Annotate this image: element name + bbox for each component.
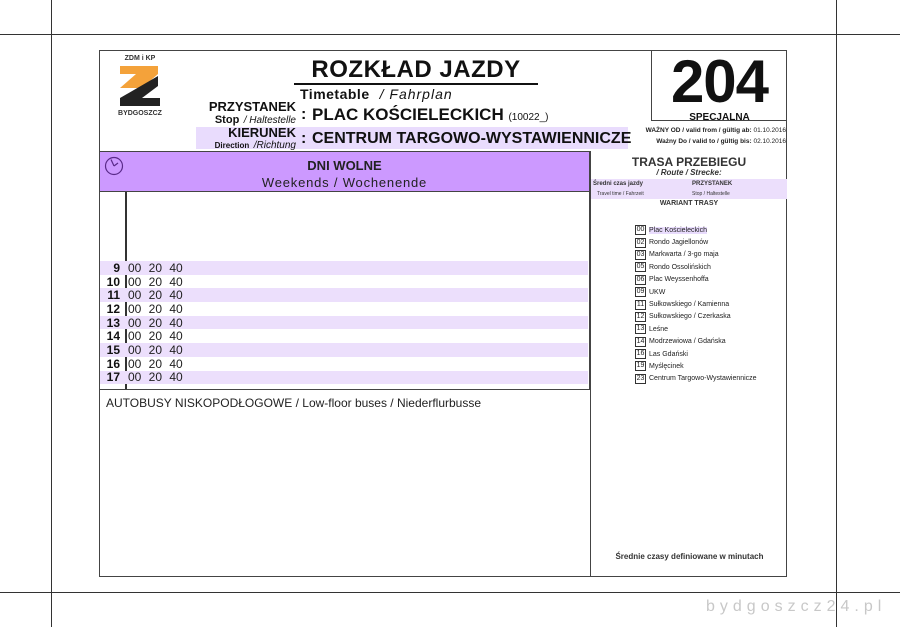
validity-info <box>636 125 786 147</box>
col-stop-pl: PRZYSTANEK <box>692 181 733 187</box>
timetable-sheet <box>99 50 787 577</box>
direction-label-de: /Richtung <box>253 140 296 151</box>
direction-label-pl: KIERUNEK <box>228 125 296 140</box>
route-stop-name: Plac Kościeleckich <box>649 226 707 234</box>
departure-minutes: 00 20 40 <box>128 274 183 289</box>
crop-mark-top <box>0 34 900 35</box>
route-stop-name: Leśne <box>649 325 669 333</box>
route-variant: WARIANT TRASY <box>659 200 719 207</box>
departure-row <box>100 357 588 371</box>
page-title: ROZKŁAD JAZDY <box>294 57 538 85</box>
direction-name: CENTRUM TARGOWO-WYSTAWIENNICZE <box>312 130 632 147</box>
route-stop <box>635 286 757 298</box>
stop-code-box: 19 <box>636 362 645 370</box>
departure-minutes: 00 20 40 <box>128 288 183 303</box>
stop-code-box: 09 <box>636 288 645 296</box>
route-stop-name: UKW <box>649 288 666 296</box>
route-kind: SPECJALNA <box>689 112 750 123</box>
departure-minutes: 00 20 40 <box>128 301 183 316</box>
stop-label-en: Stop <box>214 114 240 126</box>
departure-row <box>100 343 588 357</box>
clock-icon <box>104 156 124 176</box>
col-stop-en: Stop / Haltestelle <box>692 191 730 197</box>
departure-minutes: 00 20 40 <box>128 315 183 330</box>
departure-row <box>100 329 588 343</box>
departure-row <box>100 316 588 330</box>
stop-label-de: / Haltestelle <box>243 115 296 126</box>
departure-rows <box>100 261 588 384</box>
col-time-en: Travel time / Fahrzeit <box>597 191 644 197</box>
average-times-note: Średnie czasy definiowane w minutach <box>615 552 764 561</box>
stop-code-box: 13 <box>636 325 645 333</box>
route-stop-name: Myślęcinek <box>649 362 684 370</box>
route-stop <box>635 236 757 248</box>
route-stop <box>635 360 757 372</box>
departure-hour: 10 <box>106 274 120 289</box>
stop-code-box: 11 <box>636 300 645 308</box>
direction-label-en: Direction <box>214 141 250 150</box>
route-panel-subtitle: / Route / Strecke: <box>656 168 722 177</box>
route-stop <box>635 298 757 310</box>
route-stop-name: Sułkowskiego / Kamienna <box>649 301 730 309</box>
page-subtitle <box>300 86 453 102</box>
zdmikp-logo <box>110 55 170 117</box>
route-stop <box>635 373 757 385</box>
logo-city-text: BYDGOSZCZ <box>118 110 162 117</box>
route-stop-name: Rondo Ossolińskich <box>649 263 711 271</box>
col-time-pl: Średni czas jazdy <box>593 181 644 187</box>
departure-minutes: 00 20 40 <box>128 260 183 275</box>
notes-low-floor: AUTOBUSY NISKOPODŁOGOWE / Low-floor buses / Niederflurbusse <box>106 396 482 410</box>
stop-code-box: 16 <box>636 350 645 358</box>
route-stop <box>635 249 757 261</box>
route-stop-name: Modrzewiowa / Gdańska <box>649 338 726 346</box>
stop-code-box: 14 <box>636 337 645 345</box>
valid-to-label: Ważny Do / valid to / gültig bis: <box>656 138 752 145</box>
route-panel-header <box>591 155 787 177</box>
day-type-header <box>100 152 589 192</box>
route-stop <box>635 261 757 273</box>
stop-code: (10022_) <box>508 112 549 123</box>
departure-minutes: 00 20 40 <box>128 342 183 357</box>
departure-hour: 13 <box>106 315 120 330</box>
route-number-box <box>651 50 787 121</box>
route-number: 204 <box>670 48 769 115</box>
route-stop <box>635 336 757 348</box>
crop-mark-left <box>51 0 52 627</box>
stop-code-box: 05 <box>636 263 645 271</box>
departure-hour: 15 <box>106 342 120 357</box>
departure-hour: 11 <box>107 288 120 303</box>
crop-mark-right <box>836 0 837 627</box>
valid-from-date: 01.10.2016 <box>753 127 786 134</box>
departure-row <box>100 288 588 302</box>
route-stop-name: Centrum Targowo-Wystawiennicze <box>649 375 757 383</box>
day-type-en: Weekends / Wochenende <box>261 175 428 190</box>
direction-label <box>215 127 296 151</box>
stop-label <box>209 101 296 127</box>
stop-code-box: 23 <box>636 374 645 382</box>
stop-label-pl: PRZYSTANEK <box>208 99 296 114</box>
route-stop <box>635 274 757 286</box>
route-stops-list <box>635 224 757 385</box>
route-panel-title: TRASA PRZEBIEGU <box>631 155 747 169</box>
stop-code-box: 02 <box>636 238 645 246</box>
route-panel <box>590 151 787 577</box>
valid-from-label: WAŻNY OD / valid from / gültig ab: <box>645 127 752 134</box>
route-stop-name: Sułkowskiego / Czerkaska <box>649 313 731 321</box>
route-stop <box>635 311 757 323</box>
departure-hour: 9 <box>113 260 120 275</box>
stop-colon: : <box>301 106 307 123</box>
departure-hour: 16 <box>106 356 120 371</box>
stop-name <box>312 105 549 125</box>
route-stop-name: Rondo Jagiellonów <box>649 239 709 247</box>
departure-row <box>100 261 588 275</box>
day-type-pl: DNI WOLNE <box>307 158 382 173</box>
valid-to-date: 02.10.2016 <box>753 138 786 145</box>
departure-hour: 14 <box>106 329 120 344</box>
stop-code-box: 00 <box>636 226 645 234</box>
route-stop <box>635 224 757 236</box>
departure-row <box>100 302 588 316</box>
departure-row <box>100 275 588 289</box>
departure-hour: 12 <box>106 301 120 316</box>
crop-mark-bottom <box>0 592 900 593</box>
departure-minutes: 00 20 40 <box>128 370 183 385</box>
route-stop-name: Las Gdański <box>649 350 688 358</box>
departures-panel <box>100 151 590 390</box>
route-stop <box>635 348 757 360</box>
stop-code-box: 12 <box>636 312 645 320</box>
departure-minutes: 00 20 40 <box>128 329 183 344</box>
stop-code-box: 03 <box>636 250 645 258</box>
route-stop-name: Markwarta / 3-go maja <box>649 251 719 259</box>
subtitle-en: Timetable <box>300 86 370 102</box>
route-columns-header <box>591 179 787 199</box>
logo-org-text: ZDM i KP <box>124 55 156 62</box>
departure-hour: 17 <box>106 370 120 385</box>
route-stop-name: Plac Weyssenhoffa <box>649 276 709 284</box>
subtitle-de: / Fahrplan <box>379 86 453 102</box>
departure-minutes: 00 20 40 <box>128 356 183 371</box>
watermark: bydgoszcz24.pl <box>706 598 887 615</box>
departure-row <box>100 371 588 385</box>
stop-code-box: 06 <box>636 275 645 283</box>
stop-name-text: PLAC KOŚCIELECKICH <box>312 105 504 124</box>
direction-colon: : <box>301 130 307 147</box>
route-stop <box>635 323 757 335</box>
z-logo-icon <box>118 64 162 108</box>
